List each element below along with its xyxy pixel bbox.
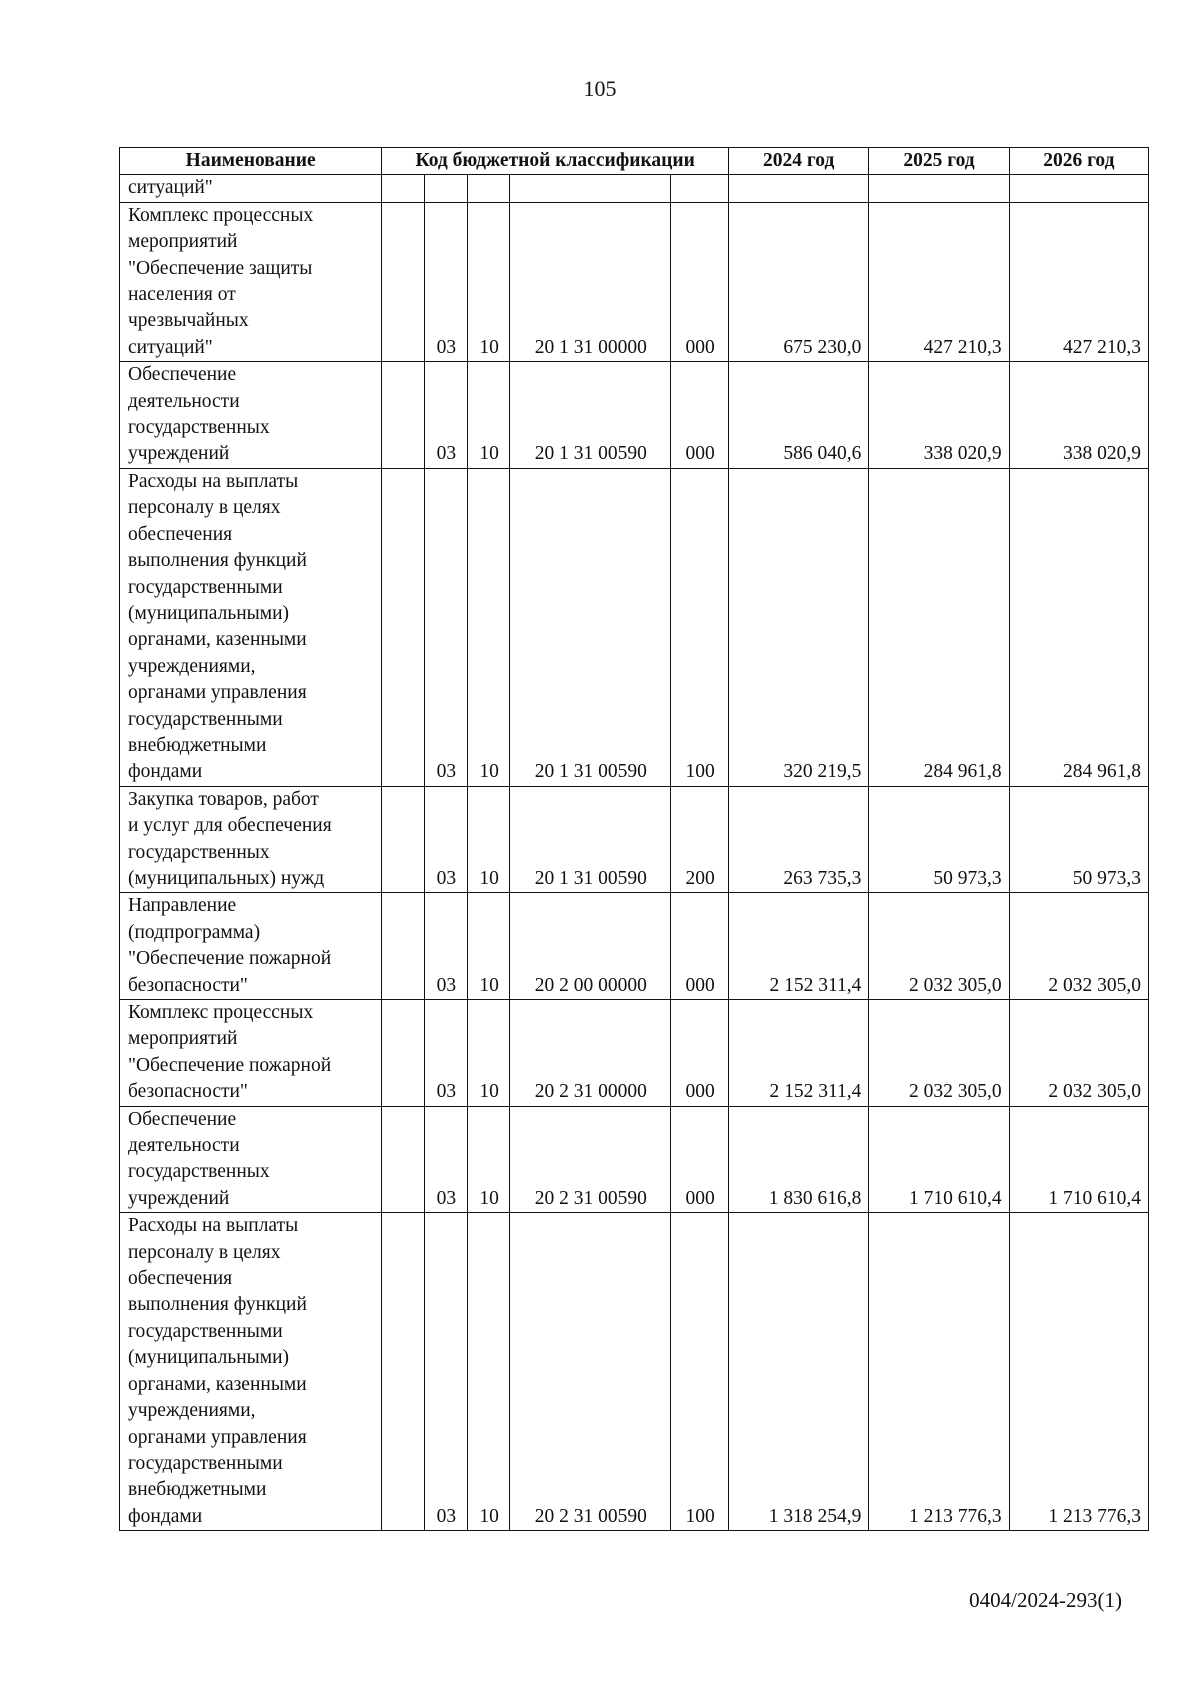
code-subsection: 10 <box>467 1000 510 1107</box>
code-subsection <box>467 175 510 202</box>
table-row <box>120 175 1149 202</box>
value-2024: 1 830 616,8 <box>729 1106 869 1213</box>
code-target-article: 20 1 31 00590 <box>510 468 671 786</box>
value-2024: 1 318 254,9 <box>729 1213 869 1531</box>
header-name: Наименование <box>120 148 382 175</box>
table-body <box>120 175 1149 1531</box>
value-2025: 2 032 305,0 <box>869 1000 1009 1107</box>
code-expense-type: 000 <box>671 362 729 469</box>
code-part-1 <box>382 202 425 361</box>
value-2026: 1 710 610,4 <box>1009 1106 1148 1213</box>
code-target-article: 20 2 31 00590 <box>510 1213 671 1531</box>
row-name: Обеспечение деятельности государственных учреждений <box>120 1106 382 1213</box>
table-row <box>120 1213 1149 1531</box>
code-expense-type: 200 <box>671 786 729 893</box>
value-2025: 427 210,3 <box>869 202 1009 361</box>
value-2026: 50 973,3 <box>1009 786 1148 893</box>
value-2024 <box>729 175 869 202</box>
code-part-1 <box>382 1106 425 1213</box>
code-subsection: 10 <box>467 893 510 1000</box>
table-row <box>120 468 1149 786</box>
code-target-article: 20 2 00 00000 <box>510 893 671 1000</box>
header-2026: 2026 год <box>1009 148 1148 175</box>
code-subsection: 10 <box>467 1213 510 1531</box>
code-part-1 <box>382 893 425 1000</box>
value-2025 <box>869 175 1009 202</box>
code-expense-type: 100 <box>671 1213 729 1531</box>
code-part-1 <box>382 1213 425 1531</box>
code-expense-type: 100 <box>671 468 729 786</box>
code-section: 03 <box>425 468 468 786</box>
page-number: 105 <box>583 76 617 101</box>
value-2025: 1 710 610,4 <box>869 1106 1009 1213</box>
code-target-article: 20 2 31 00590 <box>510 1106 671 1213</box>
code-section: 03 <box>425 1213 468 1531</box>
value-2026 <box>1009 175 1148 202</box>
table-header-row <box>120 148 1149 175</box>
value-2024: 586 040,6 <box>729 362 869 469</box>
value-2025: 284 961,8 <box>869 468 1009 786</box>
code-subsection: 10 <box>467 1106 510 1213</box>
row-name: ситуаций" <box>120 175 382 202</box>
header-2025: 2025 год <box>869 148 1009 175</box>
row-name: Закупка товаров, работ и услуг для обеспечения государственных (муниципальных) нужд <box>120 786 382 893</box>
value-2025: 338 020,9 <box>869 362 1009 469</box>
value-2024: 2 152 311,4 <box>729 1000 869 1107</box>
table-row <box>120 786 1149 893</box>
code-section: 03 <box>425 1106 468 1213</box>
code-expense-type <box>671 175 729 202</box>
table-row <box>120 362 1149 469</box>
budget-table <box>119 147 1149 1531</box>
value-2026: 2 032 305,0 <box>1009 1000 1148 1107</box>
code-part-1 <box>382 468 425 786</box>
code-part-1 <box>382 175 425 202</box>
value-2026: 284 961,8 <box>1009 468 1148 786</box>
table-row <box>120 1000 1149 1107</box>
value-2026: 338 020,9 <box>1009 362 1148 469</box>
code-expense-type: 000 <box>671 893 729 1000</box>
code-section: 03 <box>425 1000 468 1107</box>
table-row <box>120 893 1149 1000</box>
code-part-1 <box>382 362 425 469</box>
row-name: Направление (подпрограмма) "Обеспечение пожарной безопасности" <box>120 893 382 1000</box>
value-2026: 1 213 776,3 <box>1009 1213 1148 1531</box>
value-2024: 675 230,0 <box>729 202 869 361</box>
value-2025: 2 032 305,0 <box>869 893 1009 1000</box>
header-2024: 2024 год <box>729 148 869 175</box>
code-section <box>425 175 468 202</box>
code-target-article: 20 1 31 00590 <box>510 786 671 893</box>
row-name: Комплекс процессных мероприятий "Обеспечение защиты населения от чрезвычайных ситуаций" <box>120 202 382 361</box>
table-row <box>120 1106 1149 1213</box>
code-expense-type: 000 <box>671 1000 729 1107</box>
value-2024: 2 152 311,4 <box>729 893 869 1000</box>
code-section: 03 <box>425 893 468 1000</box>
row-name: Расходы на выплаты персоналу в целях обеспечения выполнения функций государственными (муниципальными) органами, казенными учреждениями, органами управления государственными внебюджетными фондами <box>120 1213 382 1531</box>
code-expense-type: 000 <box>671 1106 729 1213</box>
value-2026: 427 210,3 <box>1009 202 1148 361</box>
code-expense-type: 000 <box>671 202 729 361</box>
code-subsection: 10 <box>467 468 510 786</box>
code-section: 03 <box>425 202 468 361</box>
value-2025: 1 213 776,3 <box>869 1213 1009 1531</box>
code-part-1 <box>382 786 425 893</box>
document-code: 0404/2024-293(1) <box>969 1588 1122 1612</box>
code-subsection: 10 <box>467 786 510 893</box>
code-subsection: 10 <box>467 202 510 361</box>
code-part-1 <box>382 1000 425 1107</box>
table-row <box>120 202 1149 361</box>
value-2024: 263 735,3 <box>729 786 869 893</box>
code-section: 03 <box>425 786 468 893</box>
code-subsection: 10 <box>467 362 510 469</box>
row-name: Обеспечение деятельности государственных учреждений <box>120 362 382 469</box>
code-target-article <box>510 175 671 202</box>
code-section: 03 <box>425 362 468 469</box>
row-name: Расходы на выплаты персоналу в целях обеспечения выполнения функций государственными (муниципальными) органами, казенными учреждениями, органами управления государственными внебюджетными фондами <box>120 468 382 786</box>
value-2025: 50 973,3 <box>869 786 1009 893</box>
code-target-article: 20 2 31 00000 <box>510 1000 671 1107</box>
value-2026: 2 032 305,0 <box>1009 893 1148 1000</box>
row-name: Комплекс процессных мероприятий "Обеспечение пожарной безопасности" <box>120 1000 382 1107</box>
header-budget-code: Код бюджетной классификации <box>382 148 729 175</box>
value-2024: 320 219,5 <box>729 468 869 786</box>
code-target-article: 20 1 31 00590 <box>510 362 671 469</box>
code-target-article: 20 1 31 00000 <box>510 202 671 361</box>
